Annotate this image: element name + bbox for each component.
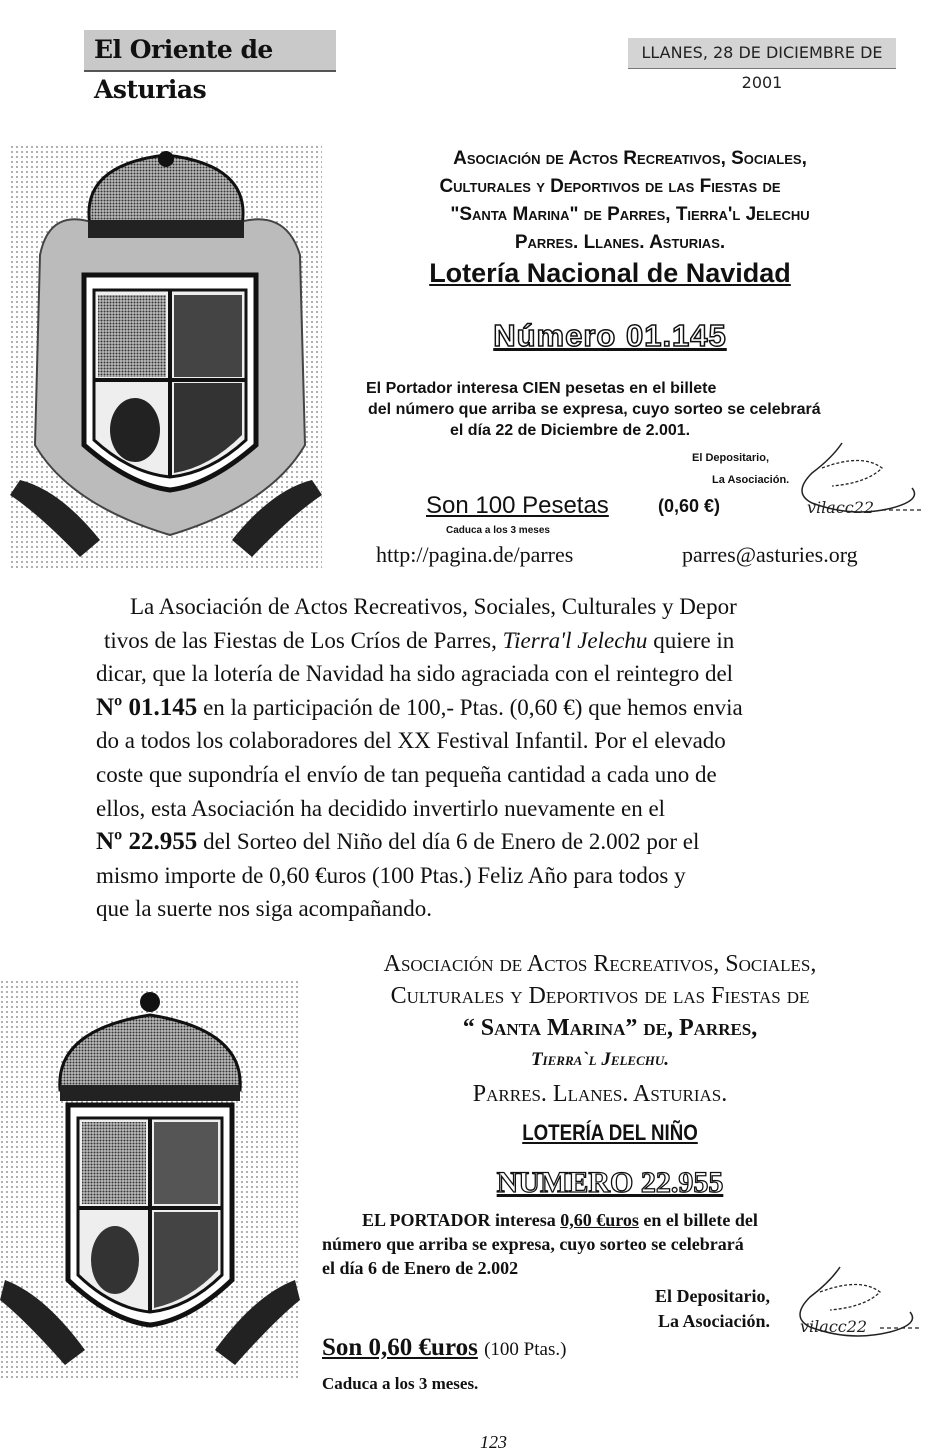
ticket1-association-line2: Culturales y Deportivos de las Fiestas de <box>439 176 781 197</box>
ticket1-amount: Son 100 Pesetas <box>426 492 609 519</box>
ticket1-depositario: El Depositario, <box>692 452 770 464</box>
coat-of-arms-icon <box>10 145 322 570</box>
article-line: que la suerte nos siga acompañando. <box>96 896 432 922</box>
article-text: tivos de las Fiestas de Los Críos de Parres, <box>104 627 503 653</box>
article-italic: Tierra'l Jelechu <box>502 627 648 653</box>
signature-text: vilacc22 <box>807 498 875 517</box>
ticket2-amount <box>322 1334 566 1362</box>
ticket2-association-line4: Tierra`l Jelechu. <box>530 1049 670 1070</box>
article-line: La Asociación de Actos Recreativos, Sociales, Culturales y Depor <box>130 594 737 619</box>
ticket1-text-line1: El Portador interesa CIEN pesetas en el billete <box>366 380 717 397</box>
ticket2-title: LOTERÍA DEL NIÑO <box>522 1120 698 1145</box>
ticket2-association-line1: Asociación de Actos Recreativos, Sociales, <box>383 951 817 977</box>
ticket2-association-line5: Parres. Llanes. Asturias. <box>472 1081 728 1107</box>
ticket2-text-line2: número que arriba se expresa, cuyo sorteo se celebrará <box>322 1234 744 1254</box>
article-line <box>96 691 906 725</box>
ticket2-amount-value: Son 0,60 €uros <box>322 1334 478 1361</box>
article-line <box>96 624 906 658</box>
ticket2-amount-inline: 0,60 €uros <box>560 1210 639 1230</box>
ticket2-number: NUMERO 22.955 <box>496 1166 724 1199</box>
signature-text: vilacc22 <box>800 1317 868 1336</box>
article-number: Nº 01.145 <box>96 693 198 721</box>
ticket2-text-line3: el día 6 de Enero de 2.002 <box>322 1258 519 1278</box>
ticket2-depositario: El Depositario, <box>655 1286 770 1306</box>
ticket1-asociacion: La Asociación. <box>712 474 790 486</box>
dateline: LLANES, 28 DE DICIEMBRE DE 2001 <box>628 38 896 69</box>
ticket1-url: http://pagina.de/parres <box>376 542 574 567</box>
ticket2-text-part: en el billete del <box>638 1210 758 1230</box>
article-line <box>96 825 906 859</box>
ticket1-title: Lotería Nacional de Navidad <box>429 258 791 288</box>
ticket1-association-line1: Asociación de Actos Recreativos, Sociales, <box>453 148 807 169</box>
signature-icon <box>770 1262 930 1352</box>
ticket2-text-part: EL PORTADOR interesa <box>362 1210 561 1230</box>
page-number: 123 <box>480 1432 507 1452</box>
article-line: mismo importe de 0,60 €uros (100 Ptas.) Feliz Año para todos y <box>96 862 686 888</box>
ticket2-association-line2: Culturales y Deportivos de las Fiestas de <box>390 983 810 1009</box>
article-number: Nº 22.955 <box>96 828 198 856</box>
ticket1-text <box>350 378 940 441</box>
ticket2-caduca: Caduca a los 3 meses. <box>322 1374 479 1393</box>
article-line: do a todos los colaboradores del XX Festival Infantil. Por el elevado <box>96 728 726 754</box>
ticket1-association-line3: "Santa Marina" de Parres, Tierra'l Jelechu <box>450 204 810 225</box>
ticket1-email: parres@asturies.org <box>682 542 858 567</box>
article-line: ellos, esta Asociación ha decidido invertirlo nuevamente en el <box>96 795 666 821</box>
article-line: coste que supondría el envío de tan pequeña cantidad a cada uno de <box>96 761 717 787</box>
ticket2-text-line1 <box>322 1208 912 1232</box>
article-text: del Sorteo del Niño del día 6 de Enero de 2.002 por el <box>197 829 700 855</box>
article-text: en la participación de 100,- Ptas. (0,60 €) que hemos envia <box>197 694 743 720</box>
newspaper-name: El Oriente de Asturias <box>94 35 273 104</box>
ticket1-caduca: Caduca a los 3 meses <box>446 525 550 536</box>
ticket2-asociacion: La Asociación. <box>657 1311 770 1331</box>
coat-of-arms-icon <box>0 980 300 1380</box>
article-body <box>96 590 906 926</box>
ticket1-text-line3: el día 22 de Diciembre de 2.001. <box>450 422 691 439</box>
ticket1-text-line2: del número que arriba se expresa, cuyo sorteo se celebrará <box>368 401 821 418</box>
article-text: quiere in <box>647 627 735 653</box>
newspaper-masthead <box>84 30 336 104</box>
ticket1-number: Número 01.145 <box>493 318 727 353</box>
ticket2-signature-block <box>560 1284 770 1334</box>
ticket1-association-line4: Parres. Llanes. Asturias. <box>514 232 726 253</box>
ticket2-association-line3: “ Santa Marina” de, Parres, <box>462 1015 758 1041</box>
article-line: dicar, que la lotería de Navidad ha sido agraciada con el reintegro del <box>96 661 734 687</box>
signature-icon <box>772 438 932 528</box>
ticket1-euro: (0,60 €) <box>658 496 721 516</box>
ticket2-ptas: (100 Ptas.) <box>484 1339 567 1360</box>
